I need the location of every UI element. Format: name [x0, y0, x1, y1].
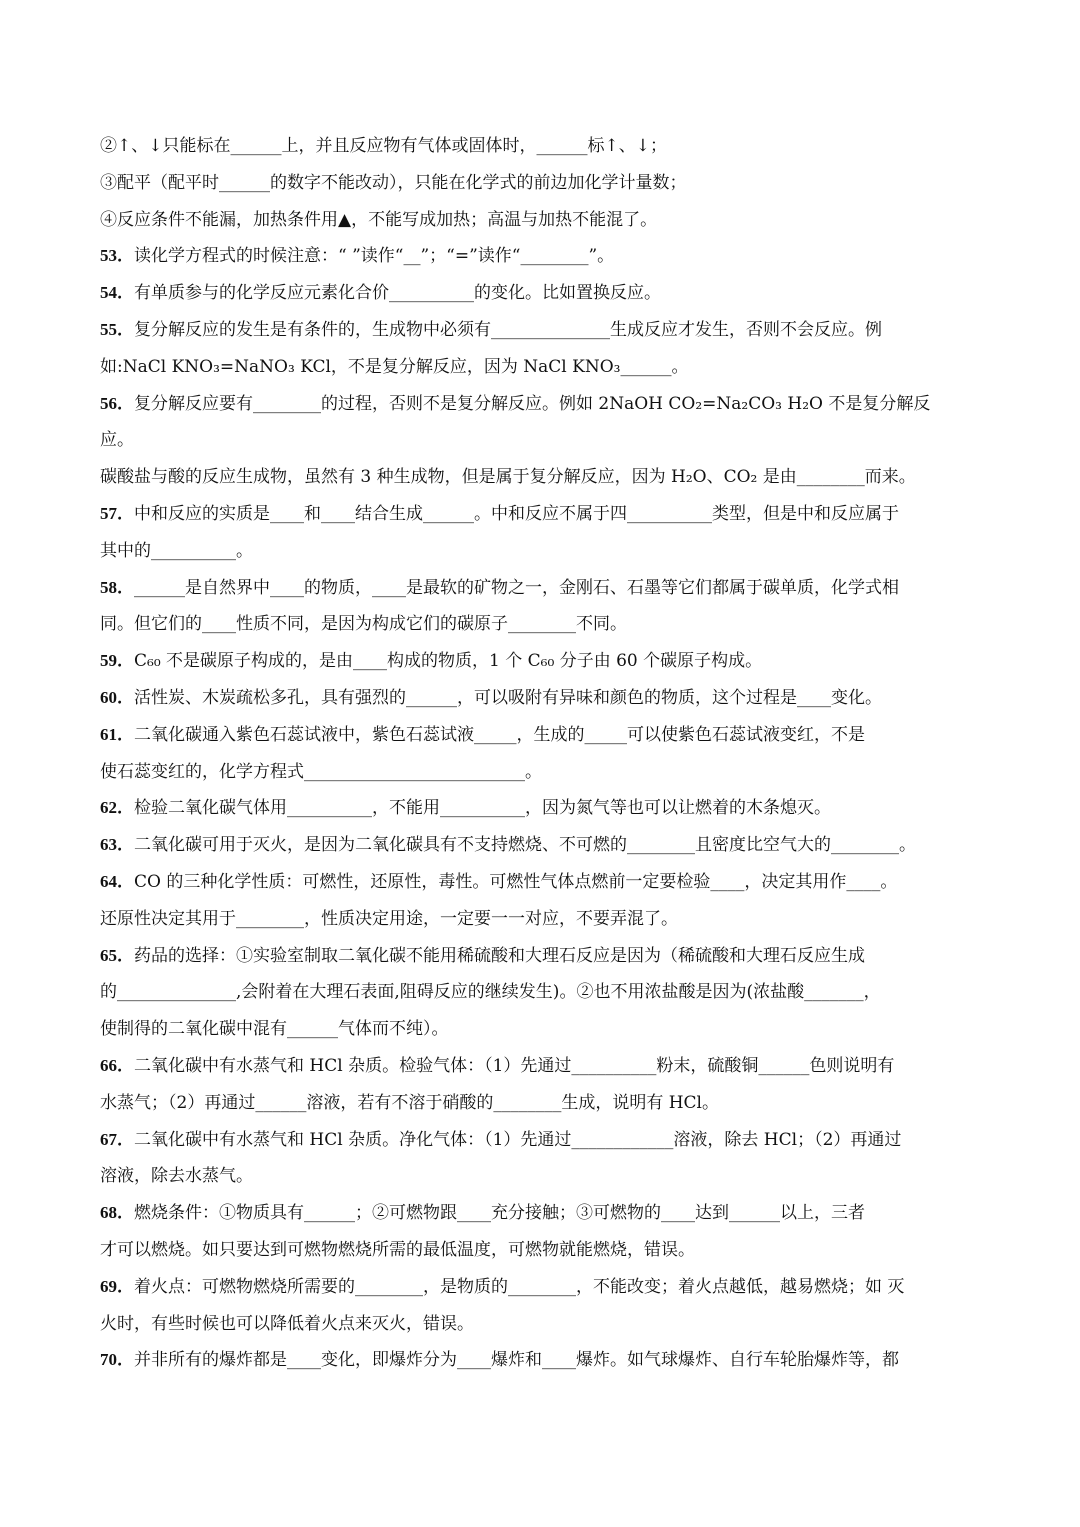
text-line	[100, 864, 986, 901]
item-number: 65．	[100, 945, 134, 965]
text-line	[100, 386, 986, 423]
line-text: 读化学方程式的时候注意：“ ”读作“__”；“=”读作“________”。	[134, 246, 615, 267]
text-line	[100, 1122, 986, 1159]
line-text: 二氧化碳通入紫色石蕊试液中，紫色石蕊试液_____，生成的_____可以使紫色石蕊试液变红，不是	[134, 724, 865, 745]
text-line	[100, 1085, 986, 1122]
text-line	[100, 1342, 986, 1379]
line-text: 才可以燃烧。如只要达到可燃物燃烧所需的最低温度，可燃物就能燃烧，错误。	[100, 1239, 695, 1260]
line-text: 使石蕊变红的，化学方程式__________________________。	[100, 761, 542, 782]
item-number: 58．	[100, 577, 134, 597]
item-number: 68．	[100, 1203, 134, 1223]
line-text: 的______________,会附着在大理石表面,阻碍反应的继续发生)。②也不用浓盐酸是因为(浓盐酸_______，	[100, 982, 881, 1003]
item-number: 64．	[100, 871, 134, 891]
text-line	[100, 570, 986, 607]
text-line	[100, 754, 986, 791]
text-line	[100, 496, 986, 533]
item-number: 62．	[100, 798, 134, 818]
line-text: 其中的__________。	[100, 540, 253, 561]
line-text: 二氧化碳可用于灭火，是因为二氧化碳具有不支持燃烧、不可燃的________且密度比空气大的________。	[134, 835, 916, 856]
text-line	[100, 901, 986, 938]
line-text: 药品的选择：①实验室制取二氧化碳不能用稀硫酸和大理石反应是因为（稀硫酸和大理石反应生成	[134, 945, 865, 966]
text-line	[100, 974, 986, 1011]
line-text: 复分解反应的发生是有条件的，生成物中必须有______________生成反应才发生，否则不会反应。例	[134, 319, 882, 340]
text-line	[100, 1269, 986, 1306]
text-line	[100, 202, 986, 239]
item-number: 57．	[100, 503, 134, 523]
line-text: 火时，有些时候也可以降低着火点来灭火，错误。	[100, 1313, 474, 1334]
line-text: ②↑、↓只能标在______上，并且反应物有气体或固体时，______标↑、↓；	[100, 136, 667, 156]
line-text: ______是自然界中____的物质，____是最软的矿物之一，金刚石、石墨等它们都属于碳单质，化学式相	[134, 577, 899, 598]
text-line	[100, 1158, 986, 1195]
line-text: 碳酸盐与酸的反应生成物，虽然有 3 种生成物，但是属于复分解反应，因为 H₂O、CO₂ 是由________而来。	[100, 467, 916, 488]
text-line	[100, 1011, 986, 1048]
line-text: ④反应条件不能漏，加热条件用▲，不能写成加热；高温与加热不能混了。	[100, 209, 658, 230]
text-line	[100, 422, 986, 459]
line-text: CO 的三种化学性质：可燃性，还原性，毒性。可燃性气体点燃前一定要检验____，决定其用作____。	[134, 871, 898, 892]
line-text: 并非所有的爆炸都是____变化，即爆炸分为____爆炸和____爆炸。如气球爆炸、自行车轮胎爆炸等，都	[134, 1350, 899, 1371]
item-number: 53．	[100, 246, 134, 266]
line-text: 应。	[100, 430, 134, 451]
line-text: 同。但它们的____性质不同，是因为构成它们的碳原子________不同。	[100, 614, 627, 635]
line-text: 着火点：可燃物燃烧所需要的________，是物质的________，不能改变；着火点越低，越易燃烧；如 灭	[134, 1276, 905, 1297]
item-number: 55．	[100, 319, 134, 339]
text-line	[100, 1306, 986, 1343]
text-line	[100, 459, 986, 496]
line-text: 活性炭、木炭疏松多孔，具有强烈的______，可以吸附有异味和颜色的物质，这个过程是____变化。	[134, 687, 882, 708]
line-text: 二氧化碳中有水蒸气和 HCl 杂质。净化气体：（1）先通过____________溶液，除去 HCl；（2）再通过	[134, 1129, 902, 1150]
item-number: 54．	[100, 283, 134, 303]
item-number: 60．	[100, 687, 134, 707]
document-page	[100, 128, 986, 1379]
line-text: C₆₀ 不是碳原子构成的，是由____构成的物质，1 个 C₆₀ 分子由 60 个碳原子构成。	[134, 651, 763, 672]
text-line	[100, 790, 986, 827]
text-line	[100, 827, 986, 864]
line-text: 使制得的二氧化碳中混有______气体而不纯）。	[100, 1019, 449, 1040]
line-text: 有单质参与的化学反应元素化合价__________的变化。比如置换反应。	[134, 283, 661, 304]
item-number: 70．	[100, 1350, 134, 1370]
text-line	[100, 165, 986, 202]
item-number: 56．	[100, 393, 134, 413]
text-line	[100, 1232, 986, 1269]
line-text: 还原性决定其用于________，性质决定用途，一定要一一对应，不要弄混了。	[100, 908, 678, 929]
line-text: 二氧化碳中有水蒸气和 HCl 杂质。检验气体：（1）先通过__________粉末，硫酸铜______色则说明有	[134, 1055, 895, 1076]
line-text: 燃烧条件：①物质具有______；②可燃物跟____充分接触；③可燃物的____达到______以上，三者	[134, 1203, 865, 1224]
text-line	[100, 606, 986, 643]
line-text: 中和反应的实质是____和____结合生成______。中和反应不属于四__________类型，但是中和反应属于	[134, 503, 899, 524]
line-text: ③配平（配平时______的数字不能改动），只能在化学式的前边加化学计量数；	[100, 172, 687, 193]
text-line	[100, 128, 986, 165]
text-line	[100, 938, 986, 975]
item-number: 66．	[100, 1055, 134, 1075]
line-text: 检验二氧化碳气体用__________，不能用__________，因为氮气等也可以让燃着的木条熄灭。	[134, 798, 831, 819]
text-line	[100, 238, 986, 275]
item-number: 67．	[100, 1129, 134, 1149]
line-text: 如:NaCl KNO₃=NaNO₃ KCl，不是复分解反应，因为 NaCl KNO₃______。	[100, 356, 689, 377]
text-line	[100, 533, 986, 570]
item-number: 59．	[100, 651, 134, 671]
item-number: 69．	[100, 1276, 134, 1296]
item-number: 61．	[100, 724, 134, 744]
text-line	[100, 275, 986, 312]
text-line	[100, 1048, 986, 1085]
line-text: 复分解反应要有________的过程，否则不是复分解反应。例如 2NaOH CO₂=Na₂CO₃ H₂O 不是复分解反	[134, 393, 931, 414]
text-line	[100, 680, 986, 717]
text-line	[100, 643, 986, 680]
line-text: 水蒸气；（2）再通过______溶液，若有不溶于硝酸的________生成，说明有 HCl。	[100, 1092, 719, 1113]
line-text: 溶液，除去水蒸气。	[100, 1166, 253, 1187]
item-number: 63．	[100, 835, 134, 855]
text-line	[100, 1195, 986, 1232]
text-line	[100, 717, 986, 754]
text-line	[100, 312, 986, 349]
text-line	[100, 349, 986, 386]
